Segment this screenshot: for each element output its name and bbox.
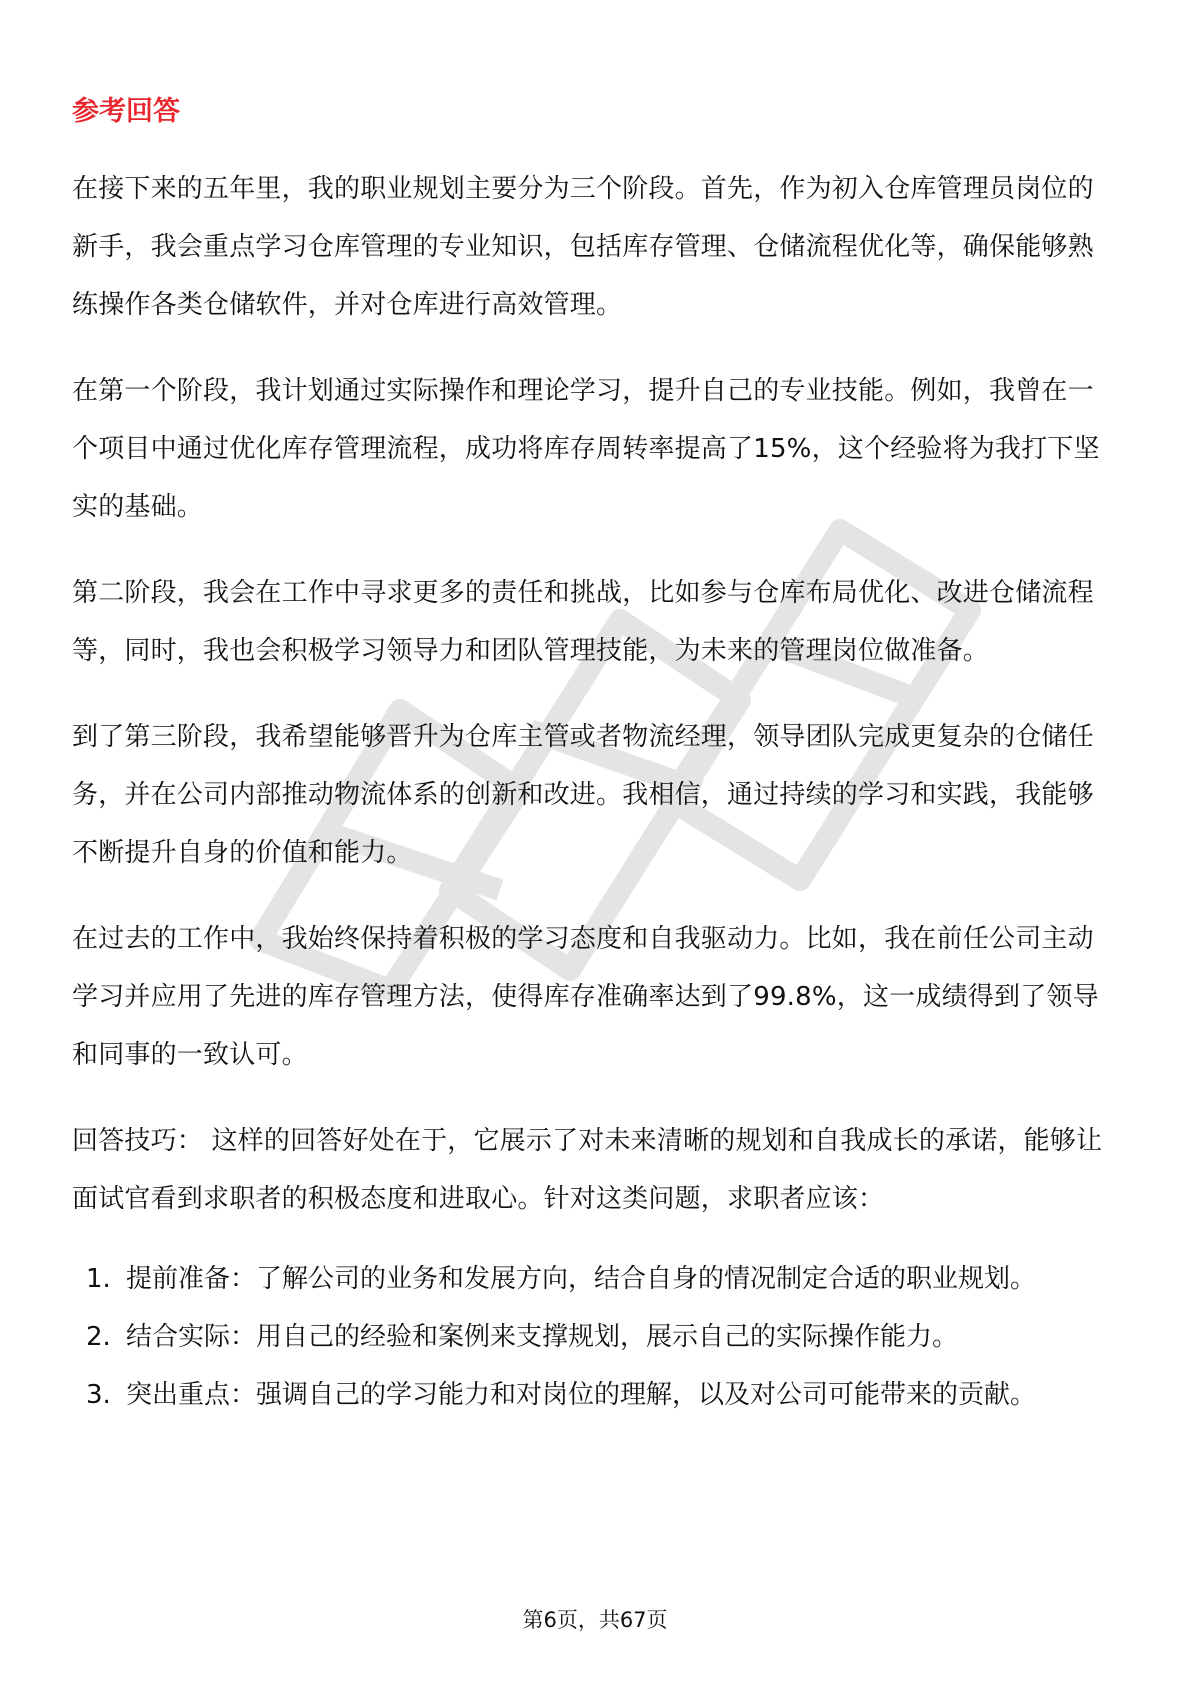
paragraph-stage-two: 第二阶段，我会在工作中寻求更多的责任和挑战，比如参与仓库布局优化、改进仓储流程等，同时，我也会积极学习领导力和团队管理技能，为未来的管理岗位做准备。 [72,578,1094,666]
list-text: 结合实际：用自己的经验和案例来支撑规划，展示自己的实际操作能力。 [126,1322,959,1352]
tips-list [72,1250,1118,1424]
list-text: 突出重点：强调自己的学习能力和对岗位的理解，以及对公司可能带来的贡献。 [126,1380,1037,1410]
paragraph-past-work: 在过去的工作中，我始终保持着积极的学习态度和自我驱动力。比如，我在前任公司主动学习并应用了先进的库存管理方法，使得库存准确率达到了99.8%，这一成绩得到了领导和同事的一致认可。 [72,924,1099,1070]
list-item [72,1250,1118,1308]
answer-body [72,160,1118,1424]
list-item [72,1366,1118,1424]
list-item [72,1308,1118,1366]
page-number: 第6页，共67页 [522,1608,668,1632]
list-number: 2. [86,1322,111,1352]
paragraph-intro: 在接下来的五年里，我的职业规划主要分为三个阶段。首先，作为初入仓库管理员岗位的新手，我会重点学习仓库管理的专业知识，包括库存管理、仓储流程优化等，确保能够熟练操作各类仓储软件，并对仓库进行高效管理。 [72,174,1094,320]
list-number: 3. [86,1380,111,1410]
list-number: 1. [86,1264,111,1294]
section-heading: 参考回答 [72,96,180,127]
list-text: 提前准备：了解公司的业务和发展方向，结合自身的情况制定合适的职业规划。 [126,1264,1037,1294]
answer-tips: 回答技巧： 这样的回答好处在于，它展示了对未来清晰的规划和自我成长的承诺，能够让面试官看到求职者的积极态度和进取心。针对这类问题，求职者应该： [72,1126,1103,1214]
paragraph-stage-three: 到了第三阶段，我希望能够晋升为仓库主管或者物流经理，领导团队完成更复杂的仓储任务，并在公司内部推动物流体系的创新和改进。我相信，通过持续的学习和实践，我能够不断提升自身的价值和能力。 [72,722,1094,868]
paragraph-stage-one: 在第一个阶段，我计划通过实际操作和理论学习，提升自己的专业技能。例如，我曾在一个项目中通过优化库存管理流程，成功将库存周转率提高了15%，这个经验将为我打下坚实的基础。 [72,376,1100,522]
